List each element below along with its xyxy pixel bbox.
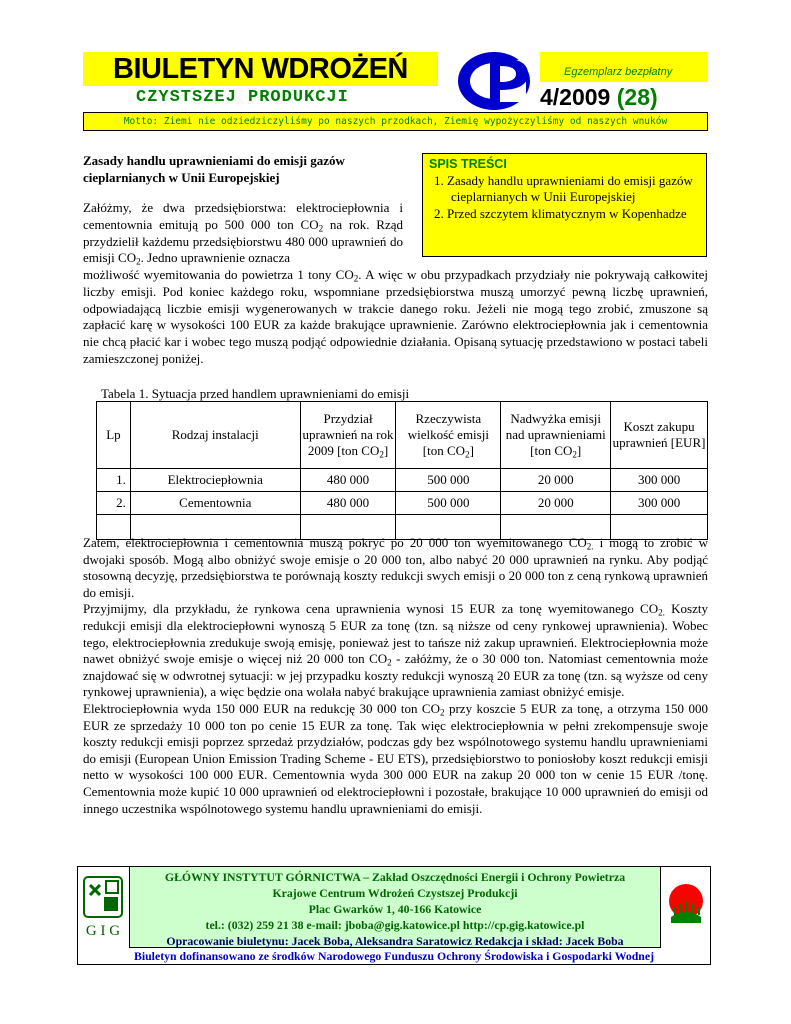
nfos-logo	[661, 867, 711, 948]
paragraph: Przyjmijmy, dla przykładu, że rynkowa cena uprawnienia wynosi 15 EUR za tonę wyemitowanego $CO_{2.}$ Koszty redukcji emisji dla elektrociepłowni wynoszą 5 EUR za tonę (tzn. są niższe od ceny rynkowej uprawnienia). Wobec tego, elektrociepłownia zredukuje swoją emisję, ponieważ jest to tańsze niż zakup uprawnień. Elektrociepłownia może nawet obniżyć swoje emisje o więcej niż 20 000 ton $CO_2$ - załóżmy, że o 30 000 ton. Natomiast cementownia może znajdować się w odwrotnej sytuacji: w jej przypadku koszty redukcji wynoszą 20 EUR za tonę (tzn. są wyższe od ceny rynkowej uprawnienia), a więc będzie ona wolała nabyć brakujące uprawnienia zamiast obniżyć emisje.	[83, 601, 709, 700]
table-of-contents	[422, 153, 707, 257]
toc-item[interactable]	[429, 173, 700, 205]
article-body	[83, 535, 708, 817]
cell-type: Cementownia	[130, 492, 300, 515]
footer-centre: Krajowe Centrum Wdrożeń Czystszej Produkcji	[272, 886, 518, 900]
table-row	[97, 492, 708, 515]
cell-lp: 2.	[97, 492, 131, 515]
toc-item-number: 1.	[434, 173, 444, 188]
environment-fund-icon	[661, 867, 711, 948]
cell-type: Elektrociepłownia	[130, 469, 300, 492]
footer-contact[interactable]: tel.: (032) 259 21 38 e-mail: jboba@gig.katowice.pl http://cp.gig.katowice.pl	[205, 918, 585, 932]
cell-actual: 500 000	[396, 469, 501, 492]
table-caption: Tabela 1. Sytuacja przed handlem uprawnieniami do emisji	[101, 386, 410, 401]
emissions-table	[96, 401, 708, 540]
col-header-type: Rodzaj instalacji	[130, 402, 300, 469]
toc-title: SPIS TREŚCI	[429, 157, 507, 171]
cell-cost: 300 000	[611, 492, 708, 515]
col-header-actual: Rzeczywista wielkość emisji [ton $CO_2$]	[396, 402, 501, 469]
article-title: Zasady handlu uprawnieniami do emisji gazów cieplarnianych w Unii Europejskiej	[83, 153, 345, 185]
toc-item-text: Zasady handlu uprawnieniami do emisji gazów cieplarnianych w Unii Europejskiej	[447, 173, 693, 204]
cell-actual: 500 000	[396, 492, 501, 515]
issue-sequence: (28)	[616, 84, 658, 110]
funding-note: Biuletyn dofinansowano ze środków Narodowego Funduszu Ochrony Środowiska i Gospodarki Wodnej	[133, 949, 655, 963]
cp-logo-icon	[452, 50, 536, 112]
cell-alloc: 480 000	[300, 492, 396, 515]
footer-credits: Opracowanie biuletynu: Jacek Boba, Aleksandra Saratowicz Redakcja i skład: Jacek Boba	[166, 934, 624, 948]
paragraph: Elektrociepłownia wyda 150 000 EUR na redukcję 30 000 ton $CO_2$ przy koszcie 5 EUR za tonę, a otrzyma 150 000 EUR ze sprzedaży 10 000 ton po cenie 15 EUR za tonę. Tak więc elektrociepłownia w pełni zrekompensuje swoje koszty redukcji emisji poprzez sprzedaż przydziałów, podczas gdy bez wspólnotowego systemu handlu uprawnieniami do emisji (European Union Emission Trading Scheme - EU ETS), przedsiębiorstwo to poniosłoby koszt redukcji emisji netto w wysokości 100 000 EUR. Cementownia wyda 300 000 EUR na zakup 20 000 ton w cenie 15 EUR /tonę. Cementownia może kupić 10 000 uprawnień od elektrociepłowni i pozostałe, brakujące 10 000 uprawnień do emisji od innego uczestnika wspólnotowego systemu handlu uprawnieniami do emisji.	[83, 700, 708, 816]
free-copy-label: Egzemplarz bezpłatny	[540, 52, 708, 82]
footer-contact-block	[129, 867, 661, 948]
issue-number	[540, 84, 658, 111]
bulletin-title: BIULETYN WDROŻEŃ	[83, 52, 438, 86]
table-header-row	[97, 402, 708, 469]
footer-institute: GŁÓWNY INSTYTUT GÓRNICTWA – Zakład Oszczędności Energii i Ochrony Powietrza	[164, 870, 626, 884]
mining-hammers-icon	[78, 867, 129, 948]
table-row	[97, 469, 708, 492]
issue-number-value: 4/2009	[540, 84, 611, 110]
col-header-surplus: Nadwyżka emisji nad uprawnieniami [ton $CO_2$]	[501, 402, 611, 469]
toc-item[interactable]	[429, 206, 700, 222]
cell-surplus: 20 000	[501, 492, 611, 515]
motto-banner: Motto: Ziemi nie odziedziczyliśmy po naszych przodkach, Ziemię wypożyczyliśmy od naszych wnuków	[83, 112, 708, 131]
cell-lp: 1.	[97, 469, 131, 492]
svg-text:G I G: G I G	[85, 923, 121, 939]
paragraph: Zatem, elektrociepłownia i cementownia muszą pokryć po 20 000 ton wyemitowanego $CO_{2.}$ i mogą to zrobić w dwojaki sposób. Mogą albo obniżyć swoje emisje o 20 000 ton, albo nabyć 20 000 uprawnień na rynku. Aby podjąć stosowną decyzję, przedsiębiorstwa te porównają koszty redukcji swych emisji o 20 000 ton z ceną rynkową uprawnień do emisji.	[83, 535, 708, 600]
footer	[77, 866, 711, 965]
toc-item-text: Przed szczytem klimatycznym w Kopenhadze	[447, 206, 687, 221]
gig-logo	[78, 867, 129, 948]
bulletin-subtitle: CZYSTSZEJ PRODUKCJI	[136, 88, 349, 107]
cell-surplus: 20 000	[501, 469, 611, 492]
col-header-alloc: Przydział uprawnień na rok 2009 [ton $CO_2$]	[300, 402, 396, 469]
intro-paragraph: Załóżmy, że dwa przedsiębiorstwa: elektrociepłownia i cementownia emitują po 500 000 ton $CO_2$ na rok. Rząd przydzielił każdemu przedsiębiorstwu 480 000 uprawnień do emisji $CO_2$. Jedno uprawnienie oznacza	[83, 200, 403, 267]
intro-paragraph-continued: możliwość wyemitowania do powietrza 1 tony $CO_2$. A więc w obu przypadkach przydziały nie pokrywają całkowitej liczby emisji. Pod koniec każdego roku, wspomniane przedsiębiorstwa muszą umorzyć pewną liczbę uprawnień, odpowiadającą liczbie emisji wygenerowanych w trakcie danego roku. Jeżeli nie mogą tego zrobić, zmuszone są zapłacić karę w wysokości 100 EUR za każde brakujące uprawnienie. Zarówno elektrociepłownia jak i cementownia nie chcą płacić kar i wobec tego muszą podjąć odpowiednie działania. Opisaną sytuację przedstawiono w postaci tabeli zamieszczonej poniżej.	[83, 267, 708, 366]
col-header-lp: Lp	[97, 402, 131, 469]
footer-address: Plac Gwarków 1, 40-166 Katowice	[308, 902, 482, 916]
toc-item-number: 2.	[434, 206, 444, 221]
col-header-cost: Koszt zakupu uprawnień [EUR]	[611, 402, 708, 469]
cell-alloc: 480 000	[300, 469, 396, 492]
cell-cost: 300 000	[611, 469, 708, 492]
